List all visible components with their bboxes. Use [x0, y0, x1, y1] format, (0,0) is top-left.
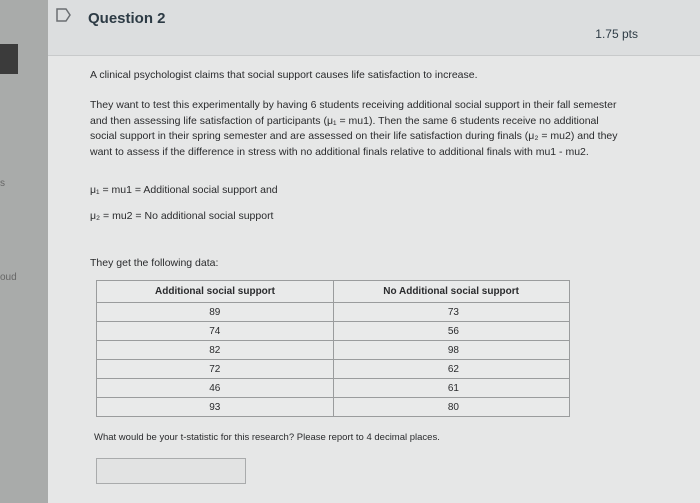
table-cell: 72: [97, 360, 334, 379]
table-row: [97, 360, 570, 379]
description-text: They want to test this experimentally by having 6 students receiving additional social support in their fall semester and then assessing life satisfaction of participants (μ₁ = mu1). Then the same 6 students receive no additional social support in their spring semester and are assessed on their life satisfaction during finals (μ₂ = mu2) and they want to assess if the difference in stress with no additional finals relative to additional finals with mu1 - mu2.: [90, 99, 618, 158]
data-intro-text: They get the following data:: [90, 257, 219, 269]
table-row: [97, 322, 570, 341]
table-row: [97, 341, 570, 360]
left-strip: [0, 0, 48, 503]
definition-mu2: μ₂ = mu2 = No additional social support: [90, 210, 274, 222]
question-panel: [48, 0, 700, 503]
table-cell: 80: [333, 398, 570, 417]
table-header-row: [97, 281, 570, 303]
column-header: No Additional social support: [333, 281, 570, 303]
table-row: [97, 398, 570, 417]
table-cell: 93: [97, 398, 334, 417]
table-cell: 46: [97, 379, 334, 398]
nav-marker: [0, 44, 18, 74]
table-row: [97, 379, 570, 398]
table-cell: 74: [97, 322, 334, 341]
table-row: [97, 303, 570, 322]
data-table: [96, 280, 570, 417]
side-fragment-text: oud: [0, 272, 17, 283]
definition-mu1: μ₁ = mu1 = Additional social support and: [90, 184, 278, 196]
answer-input[interactable]: [96, 458, 246, 484]
table-cell: 73: [333, 303, 570, 322]
column-header: Additional social support: [97, 281, 334, 303]
table-cell: 89: [97, 303, 334, 322]
table-cell: 56: [333, 322, 570, 341]
claim-text: A clinical psychologist claims that social support causes life satisfaction to increase.: [90, 69, 478, 81]
side-fragment-text: s: [0, 178, 5, 189]
question-points: 1.75 pts: [595, 27, 638, 41]
table-cell: 82: [97, 341, 334, 360]
table-cell: 98: [333, 341, 570, 360]
table-cell: 62: [333, 360, 570, 379]
flag-question-icon[interactable]: [56, 8, 72, 22]
question-title: Question 2: [88, 10, 166, 27]
question-prompt: What would be your t-statistic for this research? Please report to 4 decimal places.: [94, 432, 440, 443]
table-cell: 61: [333, 379, 570, 398]
question-header: [48, 0, 700, 56]
